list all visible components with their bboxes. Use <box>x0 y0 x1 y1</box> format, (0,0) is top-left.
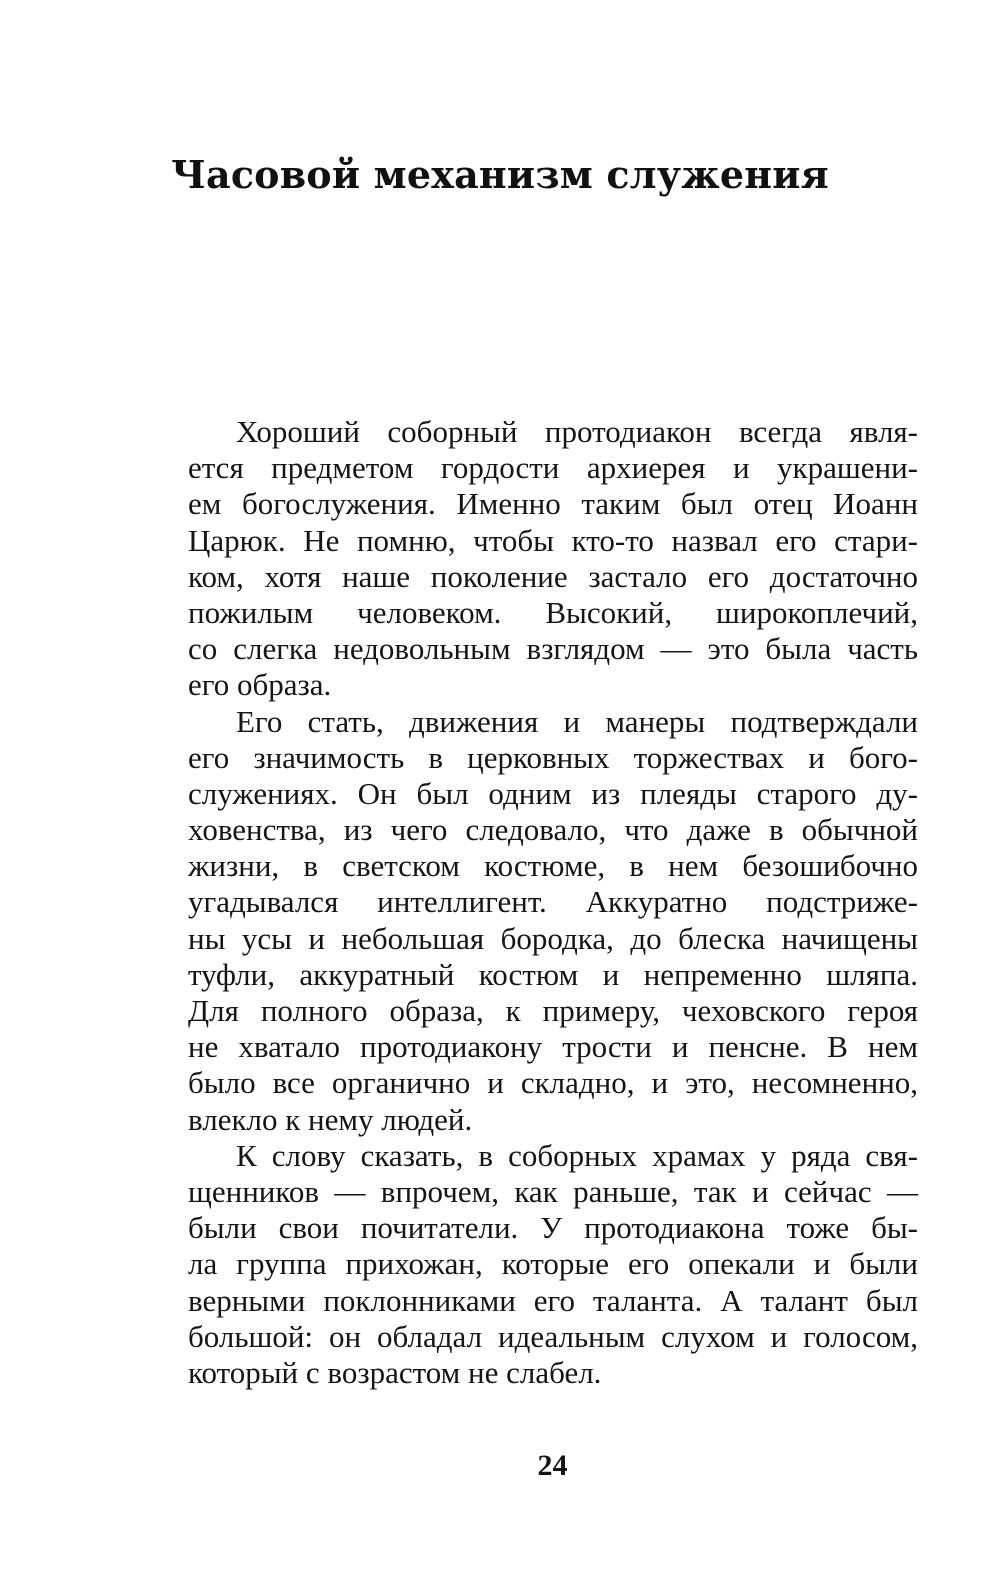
text-line: служениях. Он был одним из плеяды старого ду- <box>188 775 918 811</box>
text-line: Хороший соборный протодиакон всегда явля- <box>236 414 918 449</box>
text-line: щенников — впрочем, как раньше, так и сейчас — <box>188 1173 918 1209</box>
text-line: ны усы и небольшая бородка, до блеска начищены <box>188 920 918 956</box>
chapter-title: Часовой механизм служения <box>171 152 829 197</box>
text-line: жизни, в светском костюме, в нем безошибочно <box>188 848 918 884</box>
text-line: ем богослужения. Именно таким был отец Иоанн <box>188 486 918 522</box>
text-line: угадывался интеллигент. Аккуратно подстриже- <box>188 884 918 920</box>
text-line: его значимость в церковных торжествах и бого- <box>188 739 918 775</box>
text-line: большой: он обладал идеальным слухом и голосом, <box>188 1318 918 1354</box>
paragraph-2 <box>188 704 918 1138</box>
text-line: который с возрастом не слабел. <box>188 1354 602 1390</box>
text-line: со слегка недовольным взглядом — это была часть <box>188 631 918 667</box>
body-text <box>188 414 918 1391</box>
text-line: его образа. <box>188 667 332 703</box>
text-line: ховенства, из чего следовало, что даже в обычной <box>188 812 918 848</box>
text-line: влекло к нему людей. <box>188 1101 473 1137</box>
paragraph-1 <box>188 414 918 704</box>
text-line: Царюк. Не помню, чтобы кто-то назвал его стари- <box>188 522 918 558</box>
text-line: верными поклонниками его таланта. А талант был <box>188 1282 918 1318</box>
text-line: было все органично и складно, и это, несомненно, <box>188 1065 918 1101</box>
text-line: не хватало протодиакону трости и пенсне. В нем <box>188 1029 918 1065</box>
text-line: Для полного образа, к примеру, чеховского героя <box>188 993 918 1028</box>
paragraph-3 <box>188 1138 918 1391</box>
text-line: туфли, аккуратный костюм и непременно шляпа. <box>188 956 918 992</box>
text-line: К слову сказать, в соборных храмах у ряда свя- <box>236 1137 918 1173</box>
page-number: 24 <box>537 1449 568 1482</box>
text-line: пожилым человеком. Высокий, широкоплечий, <box>188 594 918 630</box>
text-line: ком, хотя наше поколение застало его достаточно <box>188 558 918 594</box>
text-line: Его стать, движения и манеры подтверждали <box>236 703 918 739</box>
text-line: были свои почитатели. У протодиакона тоже бы- <box>188 1210 918 1246</box>
text-line: ла группа прихожан, которые его опекали и были <box>188 1246 918 1282</box>
text-line: ется предметом гордости архиерея и украшени- <box>188 450 918 486</box>
